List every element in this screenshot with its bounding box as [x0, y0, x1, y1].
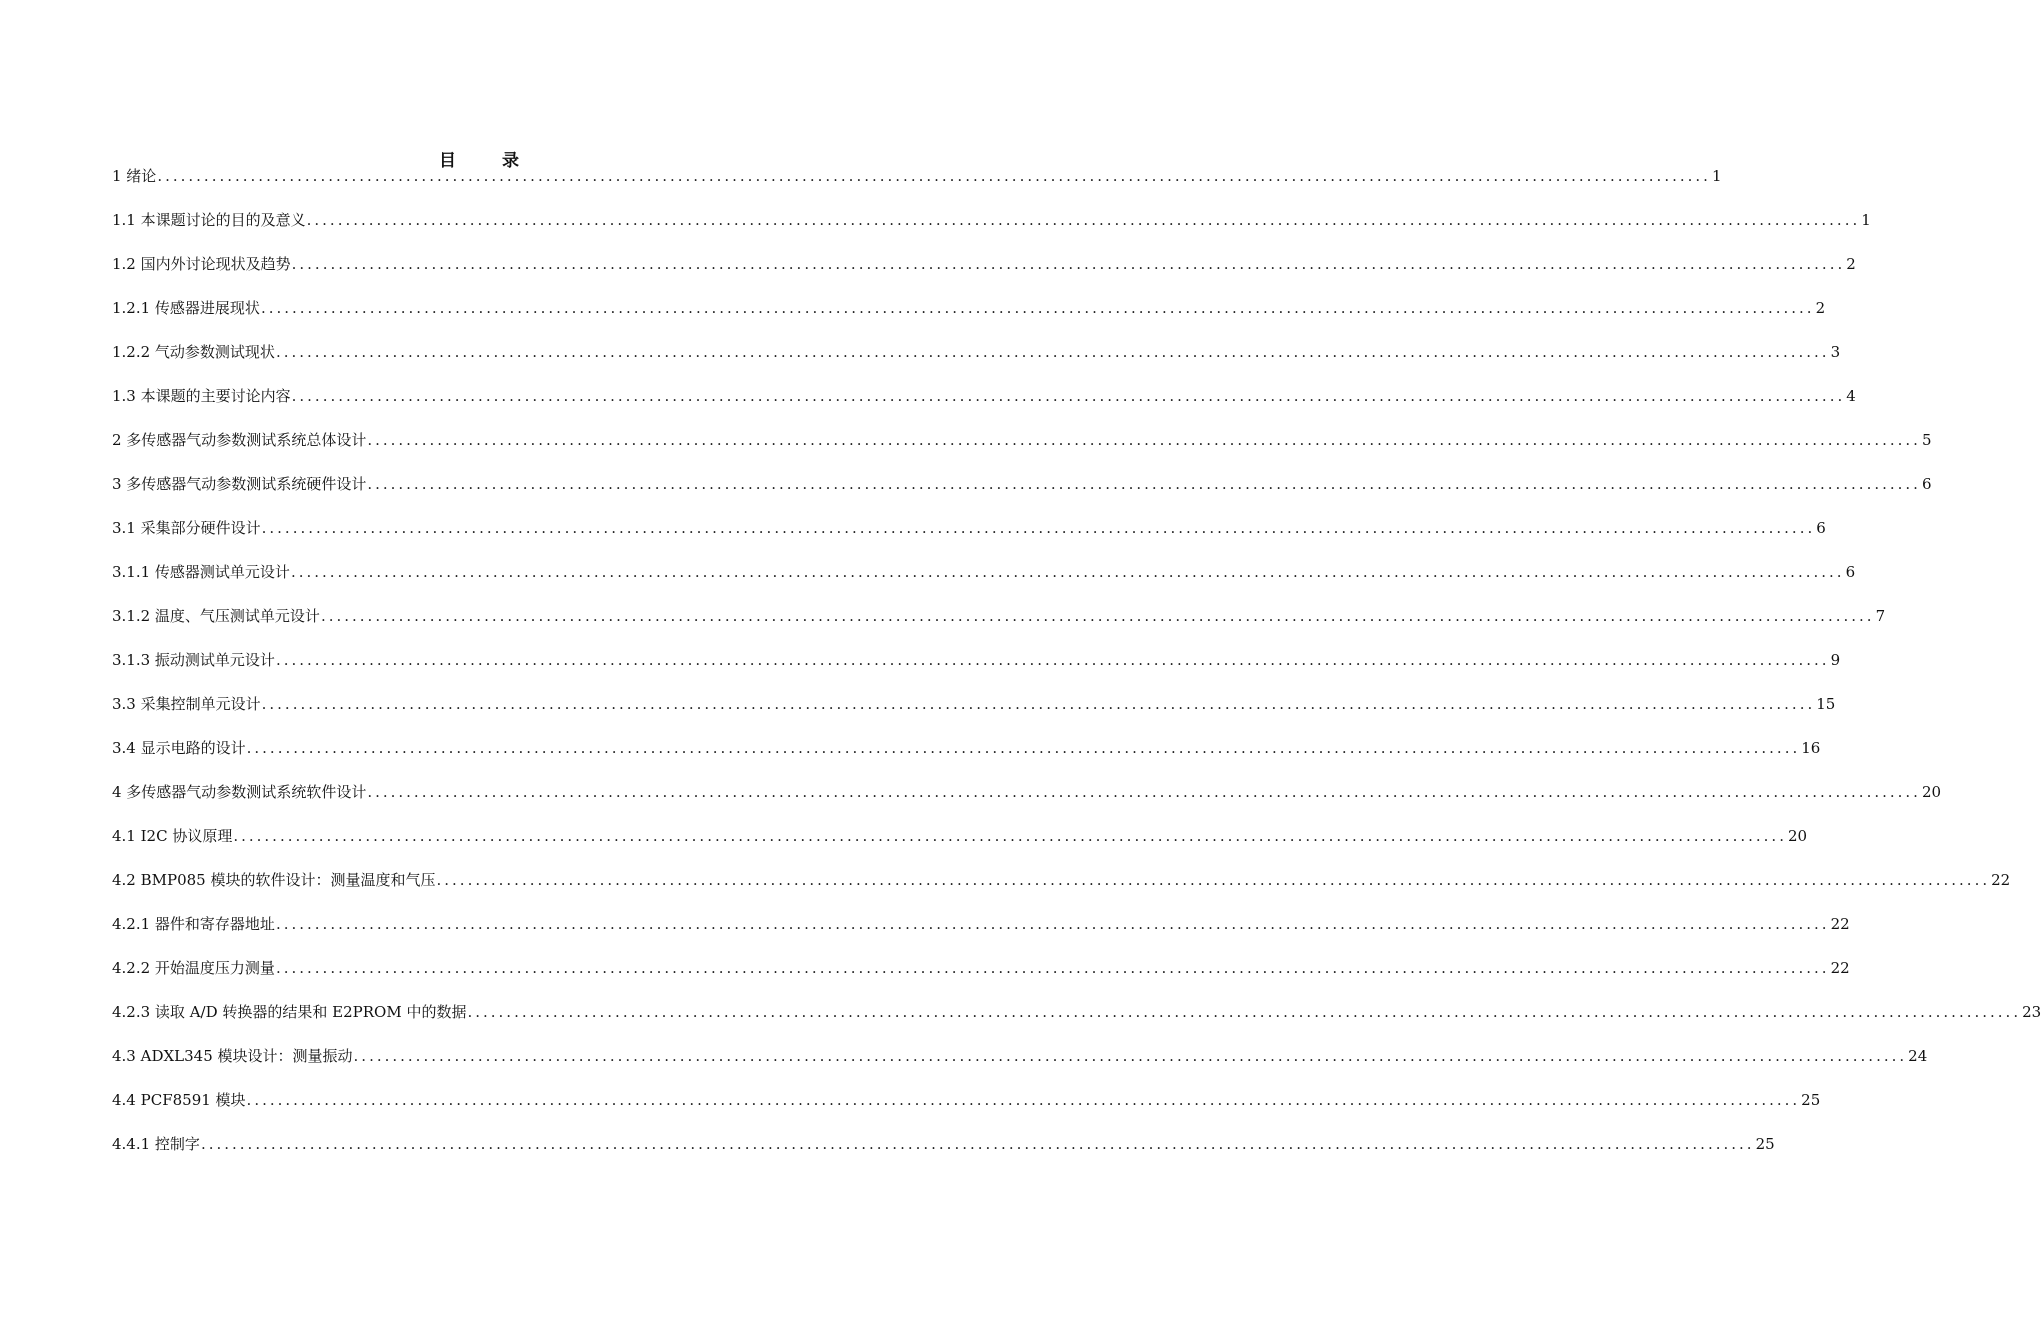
toc-entry[interactable]	[112, 428, 1932, 472]
toc-dot-leader: ........................................................................................................................................................................................................	[291, 255, 1846, 273]
toc-entry-text: 4.4 PCF8591 模块	[112, 1091, 246, 1109]
toc-entry-text: 4.2 BMP085 模块的软件设计：测量温度和气压	[112, 871, 436, 889]
toc-page-number: 1	[1711, 167, 1722, 185]
toc-entry[interactable]	[112, 516, 1826, 560]
toc-dot-leader: ........................................................................................................................................................................................................	[275, 915, 1830, 933]
toc-entry-text: 3.1.2 温度、气压测试单元设计	[112, 607, 320, 625]
toc-dot-leader: ........................................................................................................................................................................................................	[290, 563, 1845, 581]
toc-entry-text: 4.4.1 控制字	[112, 1135, 200, 1153]
toc-dot-leader: ........................................................................................................................................................................................................	[260, 299, 1815, 317]
toc-dot-leader: ........................................................................................................................................................................................................	[157, 167, 1711, 185]
toc-page-number: 22	[1830, 959, 1850, 977]
toc-entry-text: 3.1 采集部分硬件设计	[112, 519, 261, 537]
toc-entry[interactable]	[112, 1000, 2041, 1044]
toc-page-number: 20	[1921, 783, 1942, 801]
toc-dot-leader: ........................................................................................................................................................................................................	[246, 739, 1801, 757]
toc-page-number: 7	[1875, 607, 1886, 625]
toc-dot-leader: ........................................................................................................................................................................................................	[436, 871, 1991, 889]
toc-dot-leader: ........................................................................................................................................................................................................	[306, 211, 1861, 229]
toc-title: 目 录	[439, 151, 539, 171]
toc-entry-text: 2 多传感器气动参数测试系统总体设计	[112, 431, 367, 449]
toc-entry-text: 1.2 国内外讨论现状及趋势	[112, 255, 291, 273]
toc-entry[interactable]	[112, 692, 1836, 736]
toc-page-number: 1	[1861, 211, 1871, 229]
toc-entry[interactable]	[112, 824, 1808, 868]
toc-page-number: 25	[1801, 1091, 1821, 1109]
toc-dot-leader: ........................................................................................................................................................................................................	[275, 651, 1830, 669]
toc-entry-text: 1 绪论	[112, 167, 157, 185]
toc-page-number: 4	[1846, 387, 1856, 405]
toc-entry-text: 1.1 本课题讨论的目的及意义	[112, 211, 306, 229]
toc-entry-text: 3 多传感器气动参数测试系统硬件设计	[112, 475, 367, 493]
toc-entry[interactable]	[112, 912, 1850, 956]
toc-entry-text: 1.2.2 气动参数测试现状	[112, 343, 275, 361]
toc-page-number: 9	[1830, 651, 1841, 669]
toc-entry[interactable]	[112, 208, 1871, 252]
toc-page-number: 6	[1816, 519, 1826, 537]
toc-dot-leader: ........................................................................................................................................................................................................	[200, 1135, 1755, 1153]
toc-entry[interactable]	[112, 648, 1841, 692]
toc-entry[interactable]	[112, 736, 1821, 780]
toc-entry[interactable]	[112, 1044, 1928, 1088]
toc-page-number: 22	[1830, 915, 1850, 933]
toc-page-number: 15	[1816, 695, 1836, 713]
toc-entry[interactable]	[112, 472, 1932, 516]
toc-entry[interactable]	[112, 252, 1856, 296]
toc-entry[interactable]	[112, 384, 1856, 428]
toc-entry-text: 3.3 采集控制单元设计	[112, 695, 261, 713]
toc-page-number: 23	[2022, 1003, 2041, 1021]
toc-entry[interactable]	[112, 1132, 1775, 1176]
toc-entry-text: 4.2.1 器件和寄存器地址	[112, 915, 275, 933]
toc-list	[112, 164, 2041, 1176]
toc-page-number: 22	[1991, 871, 2011, 889]
toc-page-number: 24	[1908, 1047, 1928, 1065]
toc-entry-text: 4.2.3 读取 A/D 转换器的结果和 E2PROM 中的数据	[112, 1003, 467, 1021]
toc-entry[interactable]	[112, 296, 1826, 340]
toc-entry[interactable]	[112, 1088, 1821, 1132]
toc-dot-leader: ........................................................................................................................................................................................................	[353, 1047, 1908, 1065]
toc-entry[interactable]	[112, 164, 1722, 208]
toc-entry-text: 3.1.3 振动测试单元设计	[112, 651, 275, 669]
toc-page-number: 20	[1787, 827, 1808, 845]
toc-entry-text: 1.2.1 传感器进展现状	[112, 299, 260, 317]
toc-dot-leader: ........................................................................................................................................................................................................	[275, 959, 1830, 977]
toc-dot-leader: ........................................................................................................................................................................................................	[291, 387, 1846, 405]
toc-dot-leader: ........................................................................................................................................................................................................	[246, 1091, 1801, 1109]
toc-entry-text: 4.2.2 开始温度压力测量	[112, 959, 275, 977]
toc-dot-leader: ........................................................................................................................................................................................................	[275, 343, 1830, 361]
toc-page-number: 2	[1815, 299, 1826, 317]
toc-dot-leader: ........................................................................................................................................................................................................	[320, 607, 1875, 625]
toc-entry[interactable]	[112, 560, 1856, 604]
toc-entry[interactable]	[112, 956, 1850, 1000]
toc-dot-leader: ........................................................................................................................................................................................................	[367, 475, 1921, 493]
toc-entry-text: 3.4 显示电路的设计	[112, 739, 246, 757]
toc-entry[interactable]	[112, 868, 2011, 912]
toc-page-number: 5	[1921, 431, 1932, 449]
toc-page-number: 6	[1921, 475, 1932, 493]
toc-dot-leader: ........................................................................................................................................................................................................	[261, 519, 1816, 537]
toc-page-number: 16	[1801, 739, 1821, 757]
toc-page-number: 2	[1846, 255, 1856, 273]
toc-dot-leader: ........................................................................................................................................................................................................	[367, 783, 1921, 801]
toc-page-number: 25	[1755, 1135, 1775, 1153]
toc-dot-leader: ........................................................................................................................................................................................................	[233, 827, 1787, 845]
toc-entry-text: 4.3 ADXL345 模块设计：测量振动	[112, 1047, 353, 1065]
toc-entry[interactable]	[112, 780, 1942, 824]
toc-entry-text: 1.3 本课题的主要讨论内容	[112, 387, 291, 405]
toc-dot-leader: ........................................................................................................................................................................................................	[367, 431, 1921, 449]
toc-dot-leader: ........................................................................................................................................................................................................	[261, 695, 1816, 713]
toc-entry-text: 4 多传感器气动参数测试系统软件设计	[112, 783, 367, 801]
toc-dot-leader: ........................................................................................................................................................................................................	[467, 1003, 2022, 1021]
toc-entry[interactable]	[112, 604, 1886, 648]
toc-page-number: 3	[1830, 343, 1841, 361]
toc-entry-text: 3.1.1 传感器测试单元设计	[112, 563, 290, 581]
toc-entry-text: 4.1 I2C 协议原理	[112, 827, 233, 845]
toc-page-number: 6	[1845, 563, 1856, 581]
toc-entry[interactable]	[112, 340, 1841, 384]
